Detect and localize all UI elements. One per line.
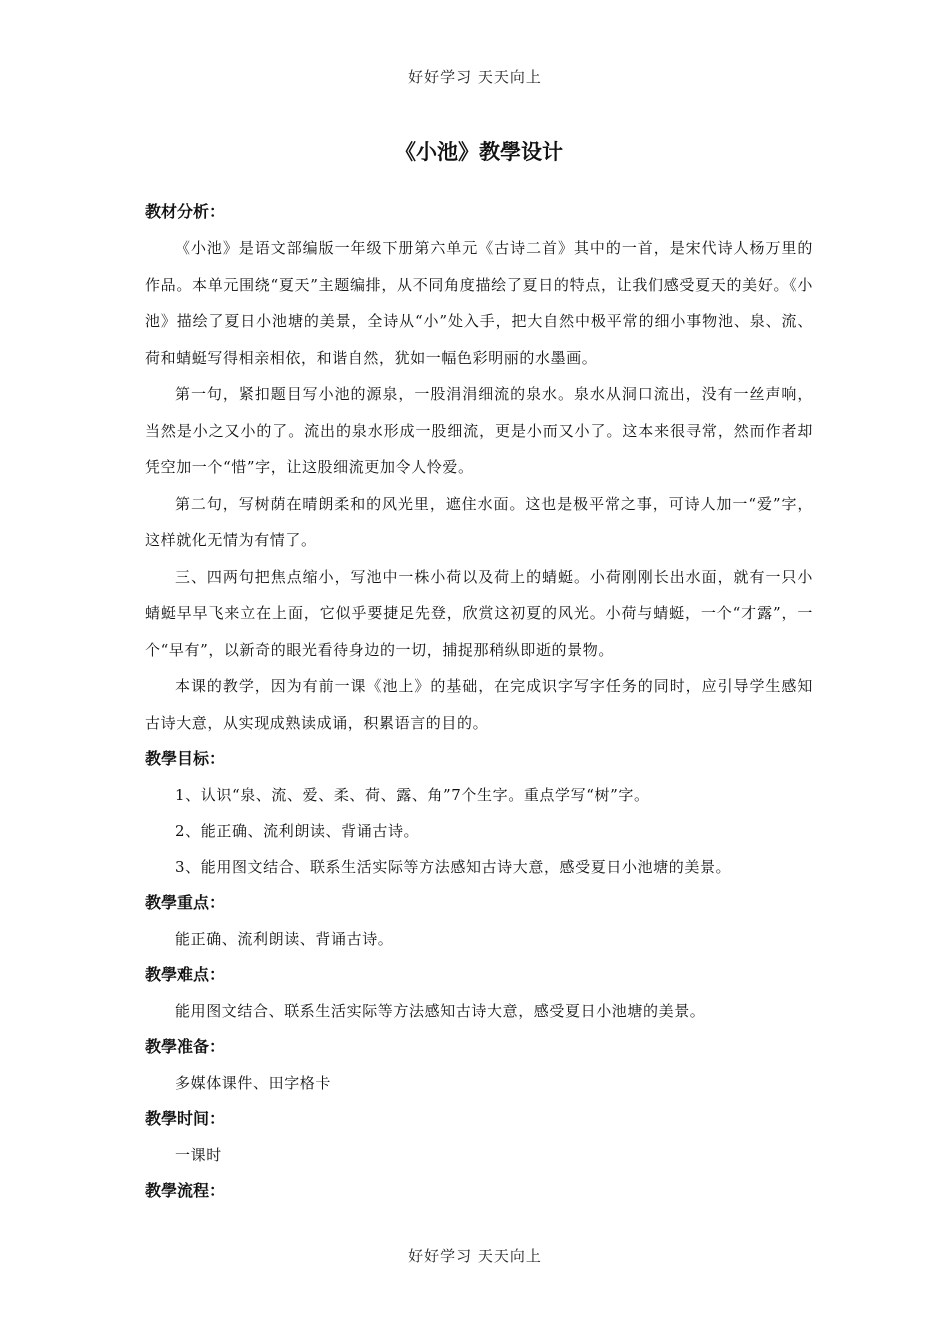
page-header: 好好学习 天天向上 — [408, 68, 542, 86]
analysis-paragraph: 本课的教学，因为有前一课《池上》的基础，在完成识字写字任务的同时，应引导学生感知古诗大意，从实现成熟读成诵，积累语言的目的。 — [145, 677, 813, 732]
heading-goals: 教學目标： — [145, 749, 226, 768]
preparation-text: 多媒体课件、田字格卡 — [175, 1074, 332, 1092]
difficulties-text: 能用图文结合、联系生活实际等方法感知古诗大意，感受夏日小池塘的美景。 — [175, 1002, 706, 1020]
goal-item: 2、能正确、流利朗读、背诵古诗。 — [175, 822, 420, 840]
page-footer: 好好学习 天天向上 — [408, 1247, 542, 1265]
analysis-paragraph: 《小池》是语文部编版一年级下册第六单元《古诗二首》其中的一首，是宋代诗人杨万里的作品。本单元围绕“夏天”主题编排，从不同角度描绘了夏日的特点，让我们感受夏天的美好。《小池》描绘了夏日小池塘的美景，全诗从“小”处入手，把大自然中极平常的细小事物池、泉、流、荷和蜻蜓写得相亲相依，和谐自然，犹如一幅色彩明丽的水墨画。 — [145, 239, 813, 367]
analysis-paragraph: 三、四两句把焦点缩小，写池中一株小荷以及荷上的蜻蜓。小荷刚刚长出水面，就有一只小蜻蜓早早飞来立在上面，它似乎要捷足先登，欣赏这初夏的风光。小荷与蜻蜓，一个“才露”，一个“早有”，以新奇的眼光看待身边的一切，捕捉那稍纵即逝的景物。 — [145, 567, 813, 659]
heading-difficulties: 教學难点： — [145, 965, 226, 984]
heading-key-points: 教學重点： — [145, 893, 226, 912]
key-points-text: 能正确、流利朗读、背诵古诗。 — [175, 930, 394, 948]
time-text: 一课时 — [175, 1146, 222, 1164]
goal-item: 3、能用图文结合、联系生活实际等方法感知古诗大意，感受夏日小池塘的美景。 — [175, 858, 732, 876]
heading-analysis: 教材分析： — [145, 202, 226, 221]
document-title: 《小池》教學设计 — [395, 139, 563, 164]
analysis-paragraph: 第一句，紧扣题目写小池的源泉，一股涓涓细流的泉水。泉水从洞口流出，没有一丝声响，当然是小之又小的了。流出的泉水形成一股细流，更是小而又小了。这本来很寻常，然而作者却凭空加一个“惜”字，让这股细流更加令人怜爱。 — [145, 385, 813, 476]
analysis-paragraph: 第二句，写树荫在晴朗柔和的风光里，遮住水面。这也是极平常之事，可诗人加一“爱”字，这样就化无情为有情了。 — [145, 494, 813, 549]
heading-time: 教學时间： — [145, 1109, 226, 1128]
goal-item: 1、认识“泉、流、爱、柔、荷、露、角”7个生字。重点学写“树”字。 — [175, 786, 650, 804]
heading-preparation: 教學准备： — [145, 1037, 226, 1056]
document-body — [145, 136, 813, 1209]
heading-process: 教學流程： — [145, 1181, 226, 1200]
